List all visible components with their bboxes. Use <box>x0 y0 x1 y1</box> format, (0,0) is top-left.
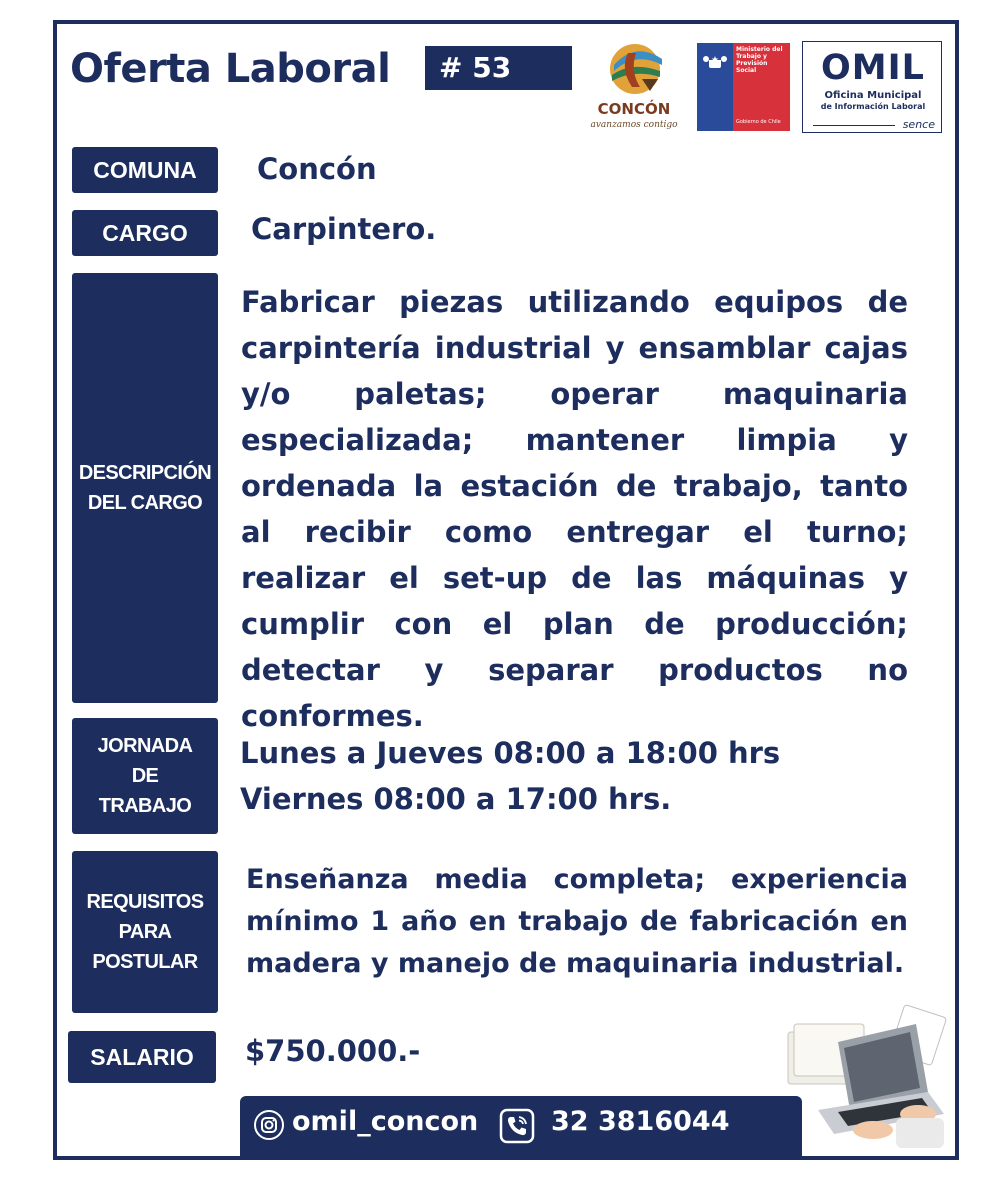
sence-logo: sence <box>902 118 935 131</box>
omil-logo-line2: de Información Laboral <box>820 102 926 111</box>
concon-logo-tagline: avanzamos contigo <box>590 120 678 130</box>
descripcion-label: DESCRIPCIÓN DEL CARGO <box>72 273 218 703</box>
jornada-label: JORNADA DE TRABAJO <box>72 718 218 834</box>
instagram-icon <box>254 1110 284 1140</box>
requisitos-label: REQUISITOS PARA POSTULAR <box>72 851 218 1013</box>
concon-emblem-icon <box>602 35 668 101</box>
jornada-value: Lunes a Jueves 08:00 a 18:00 hrs Viernes 08:00 a 17:00 hrs. <box>240 736 781 816</box>
concon-logo <box>588 35 680 135</box>
comuna-label: COMUNA <box>72 147 218 193</box>
requisitos-value: Enseñanza media completa; experiencia mínimo 1 año en trabajo de fabricación en madera y manejo de maquinaria industrial. <box>246 864 908 979</box>
cargo-label: CARGO <box>72 210 218 256</box>
offer-number-badge: # 53 <box>425 46 572 90</box>
omil-logo-line1: Oficina Municipal <box>824 90 922 101</box>
concon-logo-name: CONCÓN <box>597 100 671 118</box>
descripcion-value: Fabricar piezas utilizando equipos de carpintería industrial y ensamblar cajas y/o paletas; operar maquinaria especializada; mantener limpia y ordenada la estación de trabajo, tanto al recibir como entregar el turno; realizar el set-up de las máquinas y cumplir con el plan de producción; detectar y separar productos no conformes. <box>241 285 908 733</box>
page-title: Oferta Laboral <box>70 46 391 92</box>
instagram-handle[interactable]: omil_concon <box>292 1106 479 1137</box>
phone-number[interactable]: 32 3816044 <box>551 1106 730 1137</box>
omil-logo <box>802 41 942 133</box>
salario-value: $750.000.- <box>245 1034 421 1068</box>
contact-footer <box>240 1096 802 1156</box>
chile-crest-icon <box>702 47 728 73</box>
omil-logo-name: OMIL <box>821 48 925 88</box>
phone-icon <box>499 1108 535 1144</box>
cargo-value: Carpintero. <box>251 212 437 246</box>
laptop-illustration <box>778 1002 948 1152</box>
ministry-logo-text: Ministerio del Trabajo y Previsión Social <box>736 46 783 74</box>
ministry-logo <box>697 43 790 131</box>
comuna-value: Concón <box>257 152 377 186</box>
salario-label: SALARIO <box>68 1031 216 1083</box>
ministry-logo-government: Gobierno de Chile <box>736 119 781 125</box>
